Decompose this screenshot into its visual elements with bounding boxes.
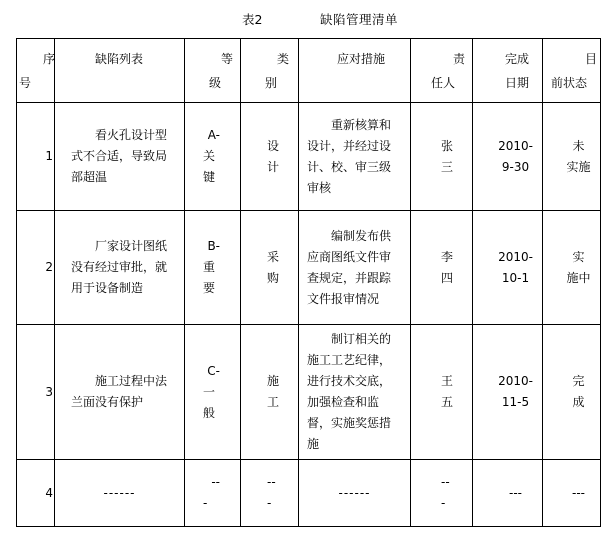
row-index: 1	[17, 103, 55, 211]
due-date: 2010- 9-30	[473, 103, 543, 211]
defect-grade: A- 关键	[185, 103, 241, 211]
due-date: ---	[473, 460, 543, 527]
header-owner: 责 任人	[411, 39, 473, 103]
header-due-date: 完成 日期	[473, 39, 543, 103]
defect-description: 看火孔设计型式不合适，导致局部超温	[55, 103, 185, 211]
defect-grade: C- 一般	[185, 325, 241, 460]
header-index-line2: 号	[19, 76, 32, 90]
header-description: 缺陷列表	[55, 39, 185, 103]
defect-grade: -- -	[185, 460, 241, 527]
row-index: 2	[17, 211, 55, 325]
current-status: 未 实施	[543, 103, 601, 211]
responsible-person: 李 四	[411, 211, 473, 325]
header-measures: 应对措施	[299, 39, 411, 103]
countermeasure: 重新核算和设计，并经过设计、校、审三级审核	[299, 103, 411, 211]
countermeasure: 编制发布供应商图纸文件审查规定，并跟踪文件报审情况	[299, 211, 411, 325]
defect-description: 施工过程中法兰面没有保护	[55, 325, 185, 460]
header-index-line1: 序	[43, 52, 56, 66]
table-row	[17, 211, 601, 325]
table-caption	[0, 10, 607, 30]
header-index	[17, 39, 55, 103]
due-date: 2010- 10-1	[473, 211, 543, 325]
header-row	[17, 39, 601, 103]
table-row	[17, 103, 601, 211]
defect-management-table	[16, 38, 601, 527]
defect-grade: B- 重要	[185, 211, 241, 325]
due-date: 2010- 11-5	[473, 325, 543, 460]
defect-description: 厂家设计图纸没有经过审批，就用于设备制造	[55, 211, 185, 325]
defect-category: -- -	[241, 460, 299, 527]
countermeasure: 制订相关的施工工艺纪律，进行技术交底，加强检查和监督，实施奖惩措施	[299, 325, 411, 460]
row-index: 4	[17, 460, 55, 527]
row-index: 3	[17, 325, 55, 460]
table-title: 缺陷管理清单	[320, 12, 399, 27]
header-status: 目 前状态	[543, 39, 601, 103]
responsible-person: -- -	[411, 460, 473, 527]
countermeasure: ------	[299, 460, 411, 527]
current-status: 实 施中	[543, 211, 601, 325]
table-row	[17, 460, 601, 527]
table-number: 表2	[242, 12, 263, 27]
defect-category: 施 工	[241, 325, 299, 460]
current-status: ---	[543, 460, 601, 527]
table-row	[17, 325, 601, 460]
defect-category: 设 计	[241, 103, 299, 211]
defect-category: 采 购	[241, 211, 299, 325]
header-grade: 等 级	[185, 39, 241, 103]
defect-description: ------	[55, 460, 185, 527]
responsible-person: 张 三	[411, 103, 473, 211]
header-category: 类 别	[241, 39, 299, 103]
current-status: 完 成	[543, 325, 601, 460]
responsible-person: 王 五	[411, 325, 473, 460]
